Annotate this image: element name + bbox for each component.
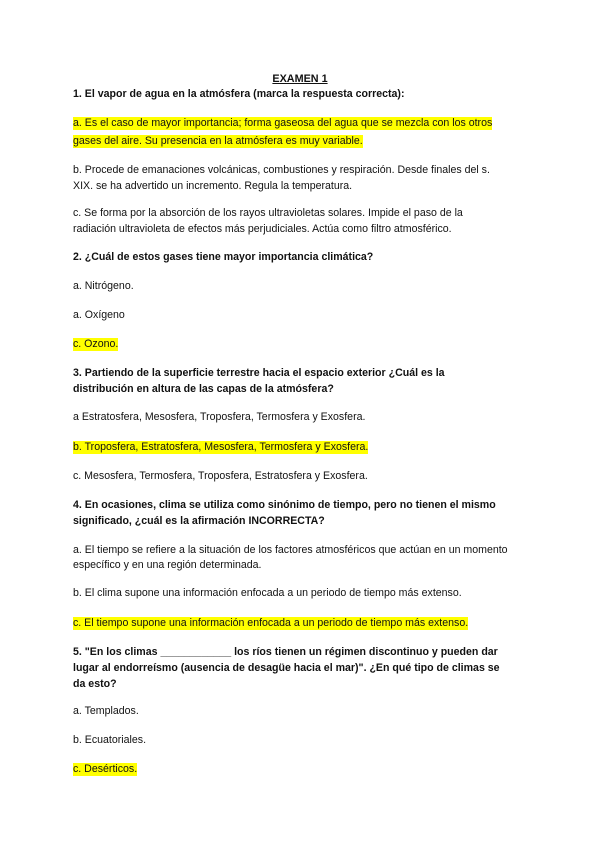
q3-option-b [73, 438, 533, 456]
question-5-line-1: 5. "En los climas ____________ los ríos tienen un régimen discontinuo y pueden dar [73, 646, 498, 658]
question-1-line-1: 1. El vapor de agua en la atmósfera (marca la respuesta correcta): [73, 88, 405, 100]
q1-option-c-line-1: c. Se forma por la absorción de los rayos ultravioletas solares. Impide el paso de la [73, 207, 463, 219]
q3-option-c: c. Mesosfera, Termosfera, Troposfera, Estratosfera y Exosfera. [73, 470, 368, 482]
q4-option-b: b. El clima supone una información enfocada a un periodo de tiempo más extenso. [73, 587, 462, 599]
q1-option-b-line-2: XIX. se ha advertido un incremento. Regula la temperatura. [73, 180, 353, 192]
highlight: a. Es el caso de mayor importancia; forma gaseosa del agua que se mezcla con los otros [73, 117, 493, 129]
highlight: c. Desérticos. [73, 763, 138, 775]
q2-option-c [73, 335, 533, 353]
q2-option-a: a. Nitrógeno. [73, 280, 134, 292]
q5-option-a: a. Templados. [73, 705, 139, 717]
q4-option-a-line-1: a. El tiempo se refiere a la situación de los factores atmosféricos que actúan en un momento [73, 544, 508, 556]
highlight: c. El tiempo supone una información enfocada a un periodo de tiempo más extenso. [73, 617, 469, 629]
question-5-line-2: lugar al endorreísmo (ausencia de desagüe hacia el mar)". ¿En qué tipo de climas se [73, 662, 500, 674]
page-title: EXAMEN 1 [272, 73, 328, 85]
q1-option-a-line-1 [73, 114, 533, 132]
highlight: gases del aire. Su presencia en la atmósfera es muy variable. [73, 135, 363, 147]
question-5-line-3: da esto? [73, 678, 117, 690]
q5-option-b: b. Ecuatoriales. [73, 734, 147, 746]
question-4-line-2: significado, ¿cuál es la afirmación INCORRECTA? [73, 515, 325, 527]
q5-option-c [73, 760, 533, 778]
highlight: c. Ozono. [73, 338, 119, 350]
question-3-line-1: 3. Partiendo de la superficie terrestre hacia el espacio exterior ¿Cuál es la [73, 367, 445, 379]
q1-option-b-line-1: b. Procede de emanaciones volcánicas, combustiones y respiración. Desde finales del s. [73, 164, 490, 176]
question-4-line-1: 4. En ocasiones, clima se utiliza como sinónimo de tiempo, pero no tienen el mismo [73, 499, 496, 511]
q4-option-c [73, 614, 533, 632]
question-3-line-2: distribución en altura de las capas de la atmósfera? [73, 383, 334, 395]
highlight: b. Troposfera, Estratosfera, Mesosfera, Termosfera y Exosfera. [73, 441, 369, 453]
q1-option-c-line-2: radiación ultravioleta de efectos más perjudiciales. Actúa como filtro atmosférico. [73, 223, 452, 235]
q1-option-a-line-2 [73, 132, 533, 150]
question-2-line-1: 2. ¿Cuál de estos gases tiene mayor importancia climática? [73, 251, 374, 263]
q4-option-a-line-2: específico y en una región determinada. [73, 559, 262, 571]
q2-option-b: a. Oxígeno [73, 309, 125, 321]
q3-option-a: a Estratosfera, Mesosfera, Troposfera, Termosfera y Exosfera. [73, 411, 366, 423]
